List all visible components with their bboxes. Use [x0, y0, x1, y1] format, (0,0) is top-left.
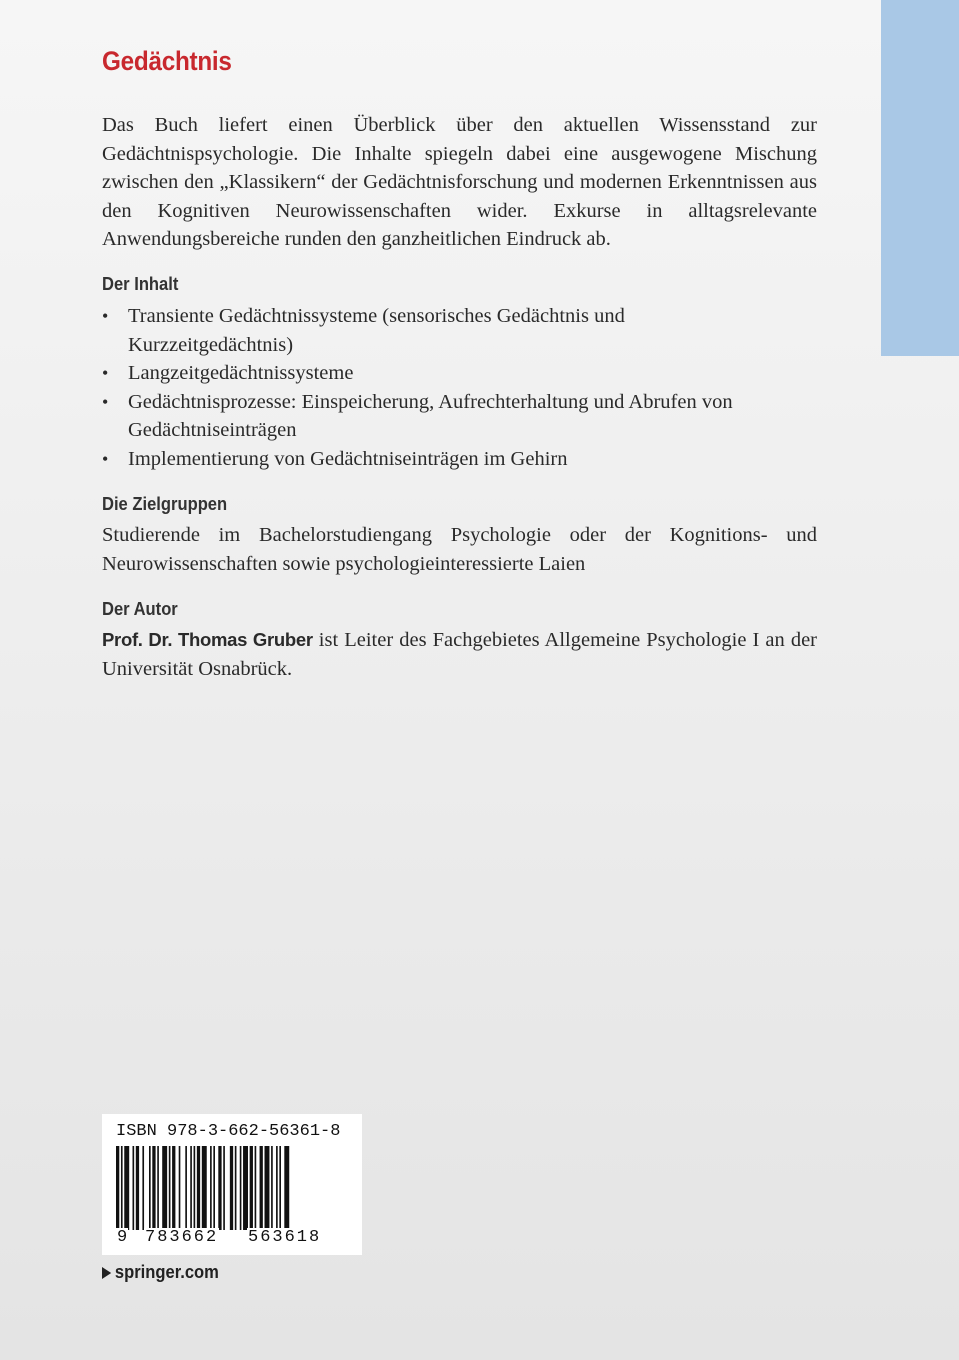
- contents-heading: Der Inhalt: [102, 274, 179, 294]
- arrow-right-icon: [102, 1267, 111, 1279]
- audience-heading: Die Zielgruppen: [102, 494, 228, 514]
- isbn-barcode: [102, 1114, 362, 1255]
- contents-list: [102, 302, 817, 473]
- publisher-link[interactable]: [102, 1262, 219, 1283]
- list-item: • Langzeitgedächtnissysteme: [102, 359, 817, 388]
- intro-paragraph: Das Buch liefert einen Überblick über den aktuellen Wissensstand zur Gedächtnispsychologie. Die Inhalte spiegeln dabei eine ausgewogene Mischung zwischen den „Klassikern“ der Gedächtnisforschung und modernen Erkenntnissen aus den Kognitiven Neurowissenschaften wider. Exkurse in alltagsrelevante Anwendungsbereiche runden den ganzheitlichen Eindruck ab.: [102, 114, 817, 250]
- isbn-label: ISBN 978-3-662-56361-8: [116, 1122, 341, 1141]
- book-title: Gedächtnis: [102, 46, 232, 76]
- side-color-tab: [881, 0, 959, 356]
- barcode-digit-first: 9: [117, 1228, 128, 1247]
- author-bio: ist Leiter des Fachgebietes Allgemeine Psychologie I an der Universität Osnabrück.: [102, 629, 817, 680]
- author-name: Prof. Dr. Thomas Gruber: [102, 629, 313, 650]
- list-item: • Implementierung von Gedächtniseinträgen im Gehirn: [102, 445, 817, 474]
- audience-text: Studierende im Bachelorstudiengang Psychologie oder der Kognitions- und Neurowissenschaften sowie psychologieinteressierte Laien: [102, 524, 817, 575]
- barcode-digits-right: 563618: [248, 1228, 322, 1247]
- list-item: • Transiente Gedächtnissysteme (sensorisches Gedächtnis und Kurzzeitgedächtnis): [102, 302, 688, 359]
- barcode-digits-left: 783662: [145, 1228, 219, 1247]
- list-item: • Gedächtnisprozesse: Einspeicherung, Aufrechterhaltung und Abrufen von Gedächtniseinträgen: [102, 388, 788, 445]
- publisher-website: springer.com: [114, 1262, 219, 1282]
- author-heading: Der Autor: [102, 599, 178, 619]
- author-paragraph: [102, 626, 817, 683]
